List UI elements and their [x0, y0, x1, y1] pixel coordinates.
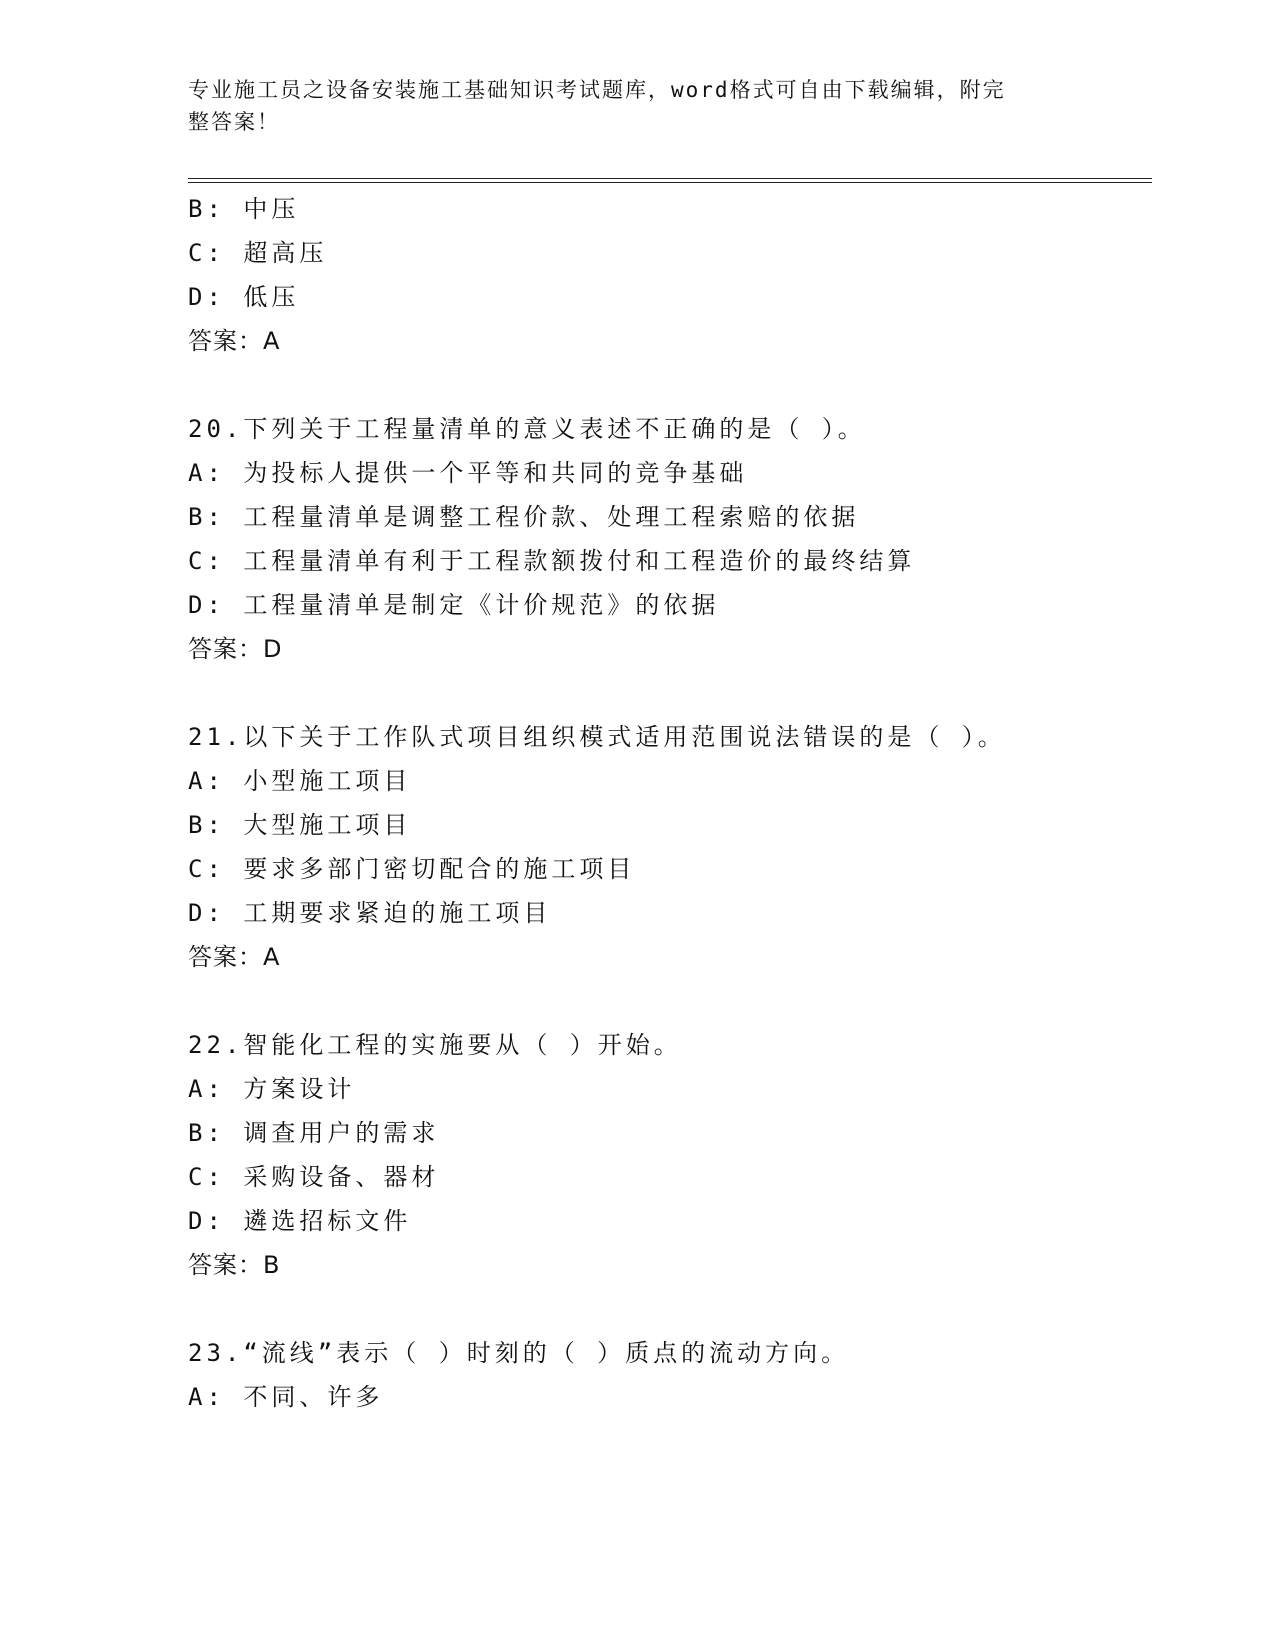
- q20-option-a: A: 为投标人提供一个平等和共同的竞争基础: [188, 459, 748, 487]
- q19-option-b: B: 中压: [188, 195, 300, 223]
- q23-option-a: A: 不同、许多: [188, 1383, 384, 1411]
- q23-question: 23.“流线”表示（ ）时刻的（ ）质点的流动方向。: [188, 1339, 850, 1367]
- q20-option-d: D: 工程量清单是制定《计价规范》的依据: [188, 591, 720, 619]
- q21-option-a: A: 小型施工项目: [188, 767, 412, 795]
- q21-option-d: D: 工期要求紧迫的施工项目: [188, 899, 552, 927]
- q20-answer: 答案：D: [188, 635, 283, 663]
- q20-option-c: C: 工程量清单有利于工程款额拨付和工程造价的最终结算: [188, 547, 916, 575]
- header-line-2: 整答案！: [188, 110, 280, 134]
- q19-option-d: D: 低压: [188, 283, 300, 311]
- q22-option-d: D: 遴选招标文件: [188, 1207, 412, 1235]
- q22-option-b: B: 调查用户的需求: [188, 1119, 440, 1147]
- q22-question: 22.智能化工程的实施要从（ ）开始。: [188, 1031, 682, 1059]
- q21-answer: 答案：A: [188, 943, 281, 971]
- q21-option-b: B: 大型施工项目: [188, 811, 412, 839]
- q22-option-a: A: 方案设计: [188, 1075, 356, 1103]
- document-header: [188, 74, 1068, 138]
- header-line-1: 专业施工员之设备安装施工基础知识考试题库，word格式可自由下载编辑，附完: [188, 78, 1006, 102]
- q20-option-b: B: 工程量清单是调整工程价款、处理工程索赔的依据: [188, 503, 860, 531]
- q20-question: 20.下列关于工程量清单的意义表述不正确的是（ ）。: [188, 415, 866, 443]
- header-divider-top: [188, 178, 1152, 179]
- q22-answer: 答案：B: [188, 1251, 281, 1279]
- q19-answer: 答案：A: [188, 327, 281, 355]
- q21-question: 21.以下关于工作队式项目组织模式适用范围说法错误的是（ ）。: [188, 723, 1006, 751]
- q22-option-c: C: 采购设备、器材: [188, 1163, 440, 1191]
- header-divider-bottom: [188, 182, 1152, 183]
- q21-option-c: C: 要求多部门密切配合的施工项目: [188, 855, 636, 883]
- q19-option-c: C: 超高压: [188, 239, 328, 267]
